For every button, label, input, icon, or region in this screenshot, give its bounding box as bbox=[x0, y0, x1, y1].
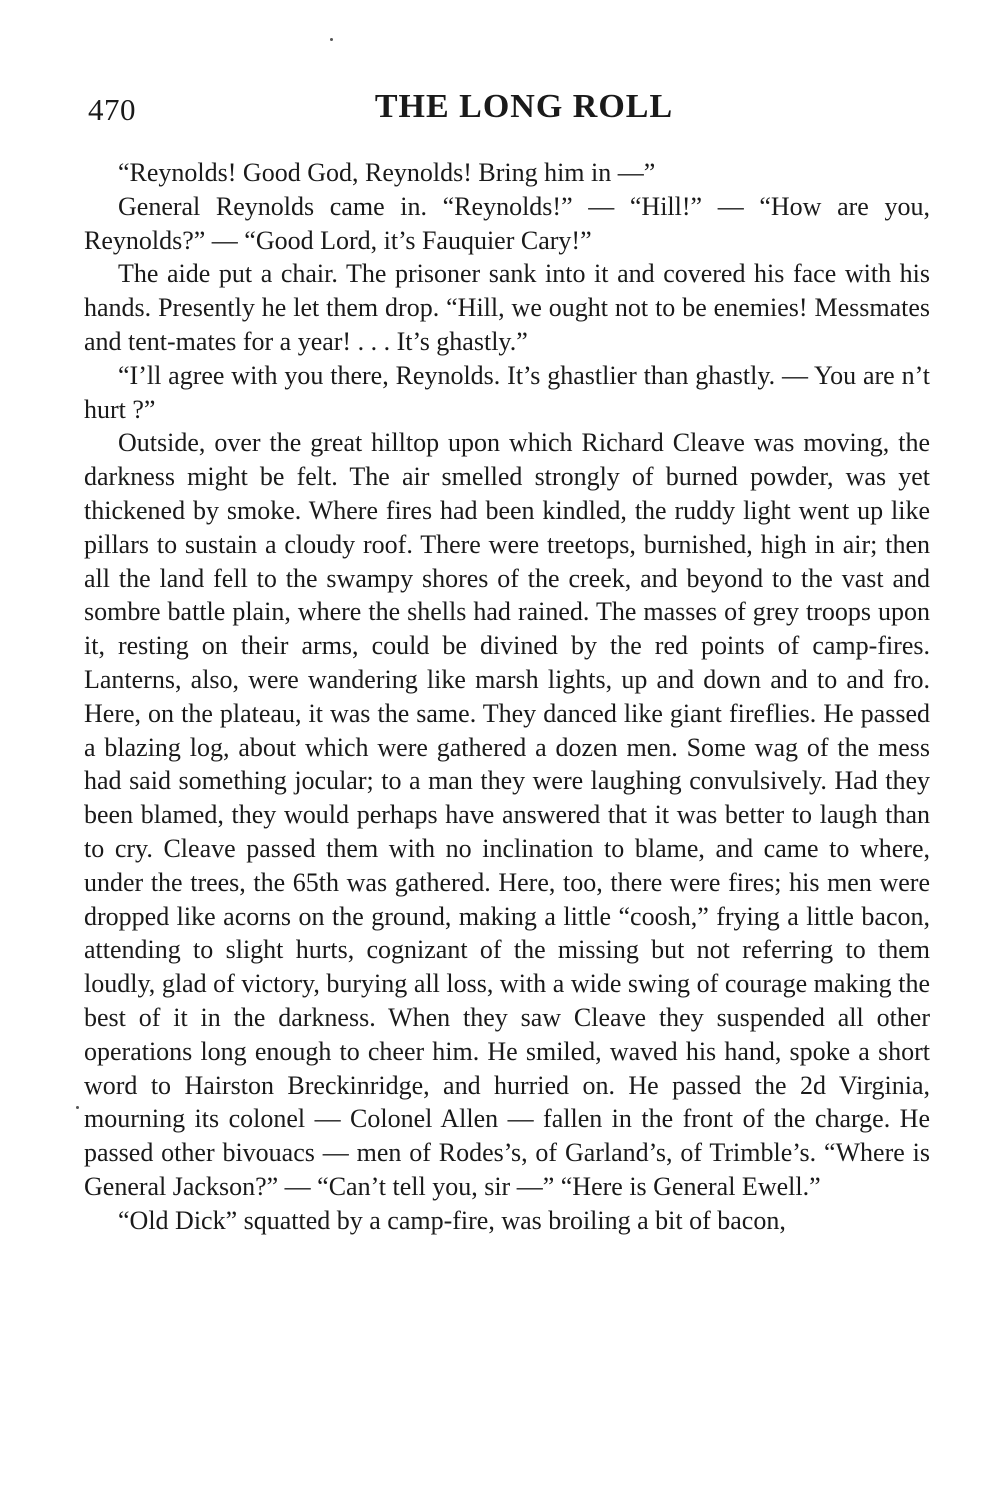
running-title: THE LONG ROLL bbox=[374, 88, 674, 125]
paragraph: “Reynolds! Good God, Reynolds! Bring him in —” bbox=[118, 158, 656, 187]
page-header bbox=[88, 88, 930, 138]
print-speck bbox=[76, 1106, 79, 1109]
paragraph: “Old Dick” squatted by a camp-fire, was broiling a bit of bacon, bbox=[118, 1205, 786, 1235]
paragraph: “I’ll agree with you there, Reynolds. It’s ghastlier than ghastly. — You are n’t hurt ?” bbox=[84, 360, 930, 424]
print-speck bbox=[330, 38, 333, 41]
paragraph: General Reynolds came in. “Reynolds!” — “Hill!” — “How are you, Reynolds?” — “Good Lord, it’s Fauquier Cary!” bbox=[84, 191, 930, 255]
paragraph: Outside, over the great hilltop upon which Richard Cleave was moving, the darkness might be felt. The air smelled strongly of burned powder, was yet thickened by smoke. Where fires had been kindled, the ruddy light went up like pillars to sustain a cloudy roof. There were treetops, burnished, high in air; then all the land fell to the swampy shores of the creek, and beyond to the vast and sombre battle plain, where the shells had rained. The masses of grey troops upon it, resting on their arms, could be divined by the red points of camp-fires. Lanterns, also, were wandering like marsh lights, up and down and to and fro. Here, on the plateau, it was the same. They danced like giant fireflies. He passed a blazing log, about which were gathered a dozen men. Some wag of the mess had said something jocular; to a man they were laughing convulsively. Had they been blamed, they would perhaps have answered that it was better to laugh than to cry. Cleave passed them with no inclination to blame, and came to where, under the trees, the 65th was gathered. Here, too, there were fires; his men were dropped like acorns on the ground, making a little “coosh,” frying a little bacon, attending to slight hurts, cognizant of the missing but not referring to them loudly, glad of victory, burying all loss, with a wide swing of courage making the best of it in the darkness. When they saw Cleave they suspended all other operations long enough to cheer him. He smiled, waved his hand, spoke a short word to Hairston Breckinridge, and hurried on. He passed the 2d Virginia, mourning its colonel — Colonel Allen — fallen in the front of the charge. He passed other bivouacs — men of Rodes’s, of Garland’s, of Trimble’s. “Where is General Jackson?” — “Can’t tell you, sir —” “Here is General Ewell.” bbox=[84, 428, 930, 1201]
paragraph: The aide put a chair. The prisoner sank into it and covered his face with his hands. Presently he let them drop. “Hill, we ought not to be enemies! Messmates and tent-mates for a year! . . . It’s ghastly.” bbox=[84, 259, 930, 356]
body-text bbox=[84, 156, 930, 1238]
page-number: 470 bbox=[88, 92, 136, 127]
